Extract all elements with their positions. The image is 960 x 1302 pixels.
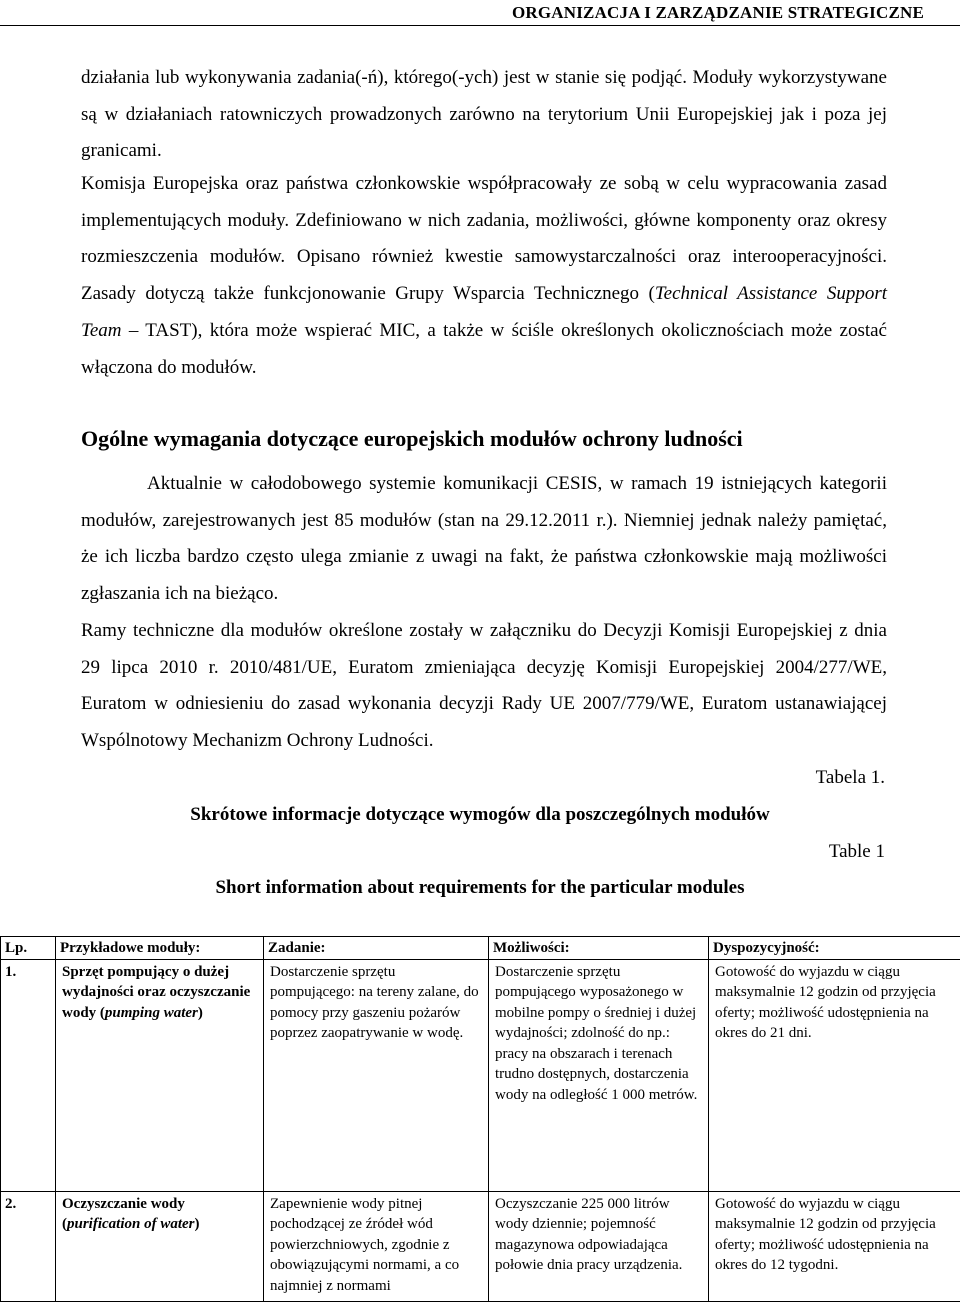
modules-requirements-table [0, 936, 960, 1302]
row-2-module-name: Oczyszczanie wody ( [62, 1196, 185, 1233]
table-number-en: Table 1 [829, 841, 885, 863]
row-1-availability [709, 959, 960, 1191]
paragraph-commission-text-a: Komisja Europejska oraz państwa członkowskie współpracowały ze sobą w celu wypracowania zasad implementujących moduły. Zdefiniowano w nich zadania, możliwości, główne komponenty oraz okresy rozmieszczenia modułów. Opisano również kwestie samowystarczalności oraz interooperacyjności. Zasady dotyczą także funkcjonowanie Grupy Wsparcia Technicznego ( [81, 173, 887, 304]
header-lp: Lp. [1, 937, 56, 960]
table-row [1, 1191, 960, 1301]
paragraph-modules-intro: działania lub wykonywania zadania(-ń), którego(-ych) jest w stanie się podjąć. Moduły wykorzystywane są w działaniach ratowniczych prowadzonych zarówno na terytorium Unii Europejskiej jak i poza jej granicami. [81, 60, 887, 170]
table-title-pl: Skrótowe informacje dotyczące wymogów dla poszczególnych modułów [0, 804, 960, 826]
header-availability: Dyspozycyjność: [709, 937, 960, 960]
row-1-capabilities [489, 959, 709, 1191]
row-1-module-end: ) [198, 1005, 203, 1021]
row-1-module [56, 959, 264, 1191]
header-task: Zadanie: [264, 937, 489, 960]
paragraph-commission-text-b: – TAST), która może wspierać MIC, a także w ściśle określonych okolicznościach może zostać włączona do modułów. [81, 320, 887, 378]
row-1-task-text: Dostarczenie sprzętu pompującego: na tereny zalane, do pomocy przy gaszeniu pożarów poprzez zaopatrywanie w wodę. [268, 962, 484, 1044]
paragraph-commission [81, 166, 887, 386]
row-1-task [264, 959, 489, 1191]
row-2-capabilities-text: Oczyszczanie 225 000 litrów wody dziennie; pojemność magazynowa odpowiadająca połowie dnia pracy urządzenia. [493, 1194, 704, 1276]
row-2-task [264, 1191, 489, 1301]
row-2-lp: 2. [1, 1191, 56, 1301]
paragraph-cesis: Aktualnie w całodobowego systemie komunikacji CESIS, w ramach 19 istniejących kategorii modułów, zarejestrowanych jest 85 modułów (stan na 29.12.2011 r.). Niemniej jednak należy pamiętać, że ich liczba bardzo często ulega zmianie z uwagi na fakt, że państwa członkowskie mają możliwości zgłaszania ich na bieżąco. [81, 466, 887, 613]
table-number-pl: Tabela 1. [816, 767, 885, 789]
running-header [0, 0, 960, 28]
row-2-availability-text: Gotowość do wyjazdu w ciągu maksymalnie 12 godzin od przyjęcia oferty; możliwość udostępnienia na okres do 12 tygodni. [713, 1194, 956, 1276]
table-title-en: Short information about requirements for the particular modules [0, 877, 960, 899]
row-1-lp: 1. [1, 959, 56, 1191]
row-2-capabilities [489, 1191, 709, 1301]
header-divider [0, 25, 960, 26]
header-capabilities: Możliwości: [489, 937, 709, 960]
row-2-module [56, 1191, 264, 1301]
header-modules: Przykładowe moduły: [56, 937, 264, 960]
row-1-capabilities-text: Dostarczenie sprzętu pompującego wyposażonego w mobilne pompy o średniej i dużej wydajności; zdolność do np.: pracy na obszarach i terenach trudno dostępnych, dostarczenia wody na odległość 1 000 metrów. [493, 962, 704, 1106]
row-1-availability-text: Gotowość do wyjazdu w ciągu maksymalnie 12 godzin od przyjęcia oferty; możliwość udostępnienia na okres do 21 dni. [713, 962, 956, 1044]
section-heading: Ogólne wymagania dotyczące europejskich modułów ochrony ludności [81, 426, 743, 452]
paragraph-commission-italic: Technical Assistance Support Team [81, 283, 887, 341]
journal-section-title: ORGANIZACJA I ZARZĄDZANIE STRATEGICZNE [512, 3, 924, 23]
row-2-availability [709, 1191, 960, 1301]
row-2-module-en: purification of water [67, 1216, 195, 1232]
table-row [1, 959, 960, 1191]
table-header-row [1, 937, 960, 960]
row-2-module-end: ) [195, 1216, 200, 1232]
paragraph-technical-framework: Ramy techniczne dla modułów określone zostały w załączniku do Decyzji Komisji Europejskiej z dnia 29 lipca 2010 r. 2010/481/UE, Euratom zmieniająca decyzję Komisji Europejskiej 2004/277/WE, Euratom w odniesieniu do zasad wykonania decyzji Rady UE 2007/779/WE, Euratom ustanawiającej Wspólnotowy Mechanizm Ochrony Ludności. [81, 613, 887, 760]
row-1-module-en: pumping water [105, 1005, 198, 1021]
row-2-task-text: Zapewnienie wody pitnej pochodzącej ze źródeł wód powierzchniowych, zgodnie z obowiązującymi normami, a co najmniej z normami [268, 1194, 484, 1297]
row-1-module-name: Sprzęt pompujący o dużej wydajności oraz oczyszczanie wody ( [62, 964, 250, 1021]
